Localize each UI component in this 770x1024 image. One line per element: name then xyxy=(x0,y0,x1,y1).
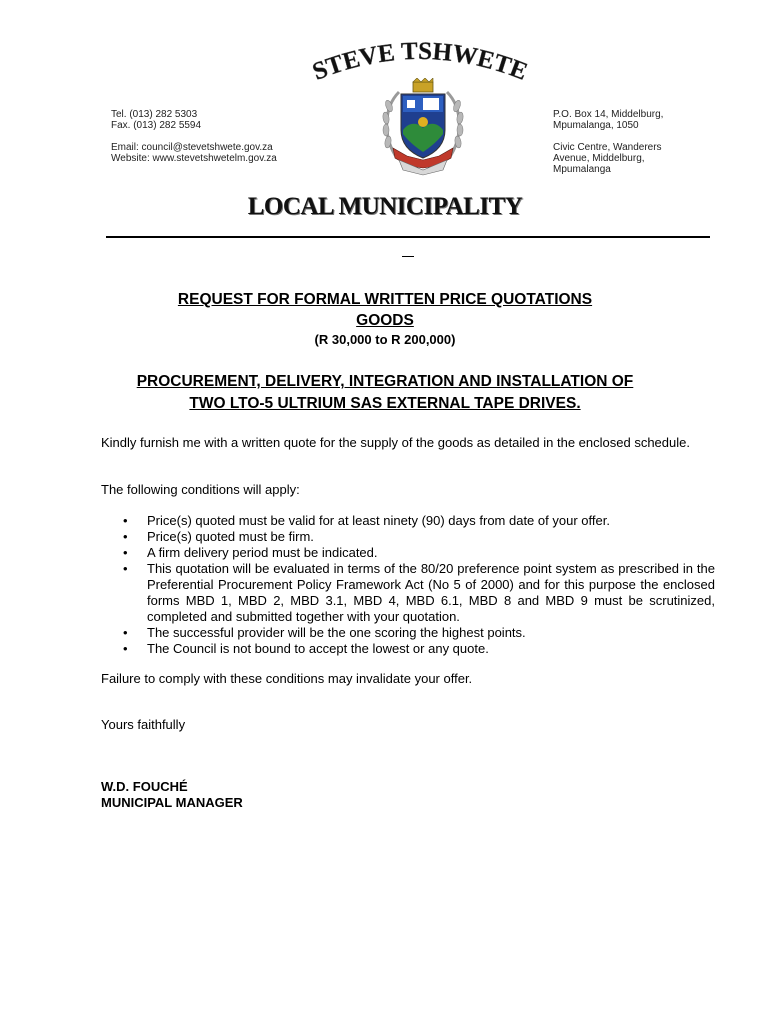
email-address: Email: council@stevetshwete.gov.za xyxy=(111,142,273,153)
closing-salutation: Yours faithfully xyxy=(101,717,186,732)
website-address: Website: www.stevetshwetelm.gov.za xyxy=(111,153,277,164)
contact-spacer xyxy=(111,131,277,142)
list-item: • The successful provider will be the one scoring the highest points. xyxy=(101,625,715,641)
list-item: • Price(s) quoted must be valid for at least ninety (90) days from date of your offer. xyxy=(101,513,715,529)
contact-spacer xyxy=(553,131,663,142)
street-address-line-1: Civic Centre, Wanderers xyxy=(553,142,662,153)
postal-address-line-2: Mpumalanga, 1050 xyxy=(553,120,639,131)
coat-of-arms-icon xyxy=(377,78,469,176)
list-item: • This quotation will be evaluated in terms of the 80/20 preference point system as prescribed in the Preferential Procurement Policy Framework Act (No 5 of 2000) and for this purpose the enclosed forms MBD 1, MBD 2, MBD 3.1, MBD 4, MBD 6.1, MBD 8 and MBD 9 must be scrutinized, completed and submitted together with your quotation. xyxy=(101,561,715,625)
street-address-line-3: Mpumalanga xyxy=(553,164,611,175)
svg-text:STEVE TSHWETE: STEVE TSHWETE xyxy=(308,40,532,86)
request-category: GOODS xyxy=(356,312,414,329)
header-divider-dash xyxy=(402,256,414,257)
fax-number: Fax. (013) 282 5594 xyxy=(111,120,202,131)
contact-right xyxy=(553,109,663,175)
failure-notice: Failure to comply with these conditions may invalidate your offer. xyxy=(101,671,473,686)
subject-line-2: TWO LTO-5 ULTRIUM SAS EXTERNAL TAPE DRIVES. xyxy=(189,395,581,412)
subject-line-1: PROCUREMENT, DELIVERY, INTEGRATION AND INSTALLATION OF xyxy=(136,373,634,390)
list-item: • The Council is not bound to accept the lowest or any quote. xyxy=(101,641,715,657)
signatory-title: MUNICIPAL MANAGER xyxy=(101,795,243,810)
request-title: REQUEST FOR FORMAL WRITTEN PRICE QUOTATIONS xyxy=(177,291,593,308)
intro-paragraph: Kindly furnish me with a written quote for the supply of the goods as detailed in the enclosed schedule. xyxy=(101,435,690,450)
conditions-intro: The following conditions will apply: xyxy=(101,482,300,497)
postal-address-line-1: P.O. Box 14, Middelburg, xyxy=(553,109,664,120)
local-municipality-heading: LOCAL MUNICIPALITY xyxy=(247,193,523,220)
list-item: • Price(s) quoted must be firm. xyxy=(101,529,715,545)
street-address-line-2: Avenue, Middelburg, xyxy=(553,153,645,164)
list-item: • A firm delivery period must be indicated. xyxy=(101,545,715,561)
signatory-name: W.D. FOUCHÉ xyxy=(101,779,188,794)
header-divider xyxy=(106,236,710,238)
price-range: (R 30,000 to R 200,000) xyxy=(314,332,456,347)
phone-number: Tel. (013) 282 5303 xyxy=(111,109,198,120)
contact-left xyxy=(111,109,277,164)
conditions-list xyxy=(101,513,715,657)
